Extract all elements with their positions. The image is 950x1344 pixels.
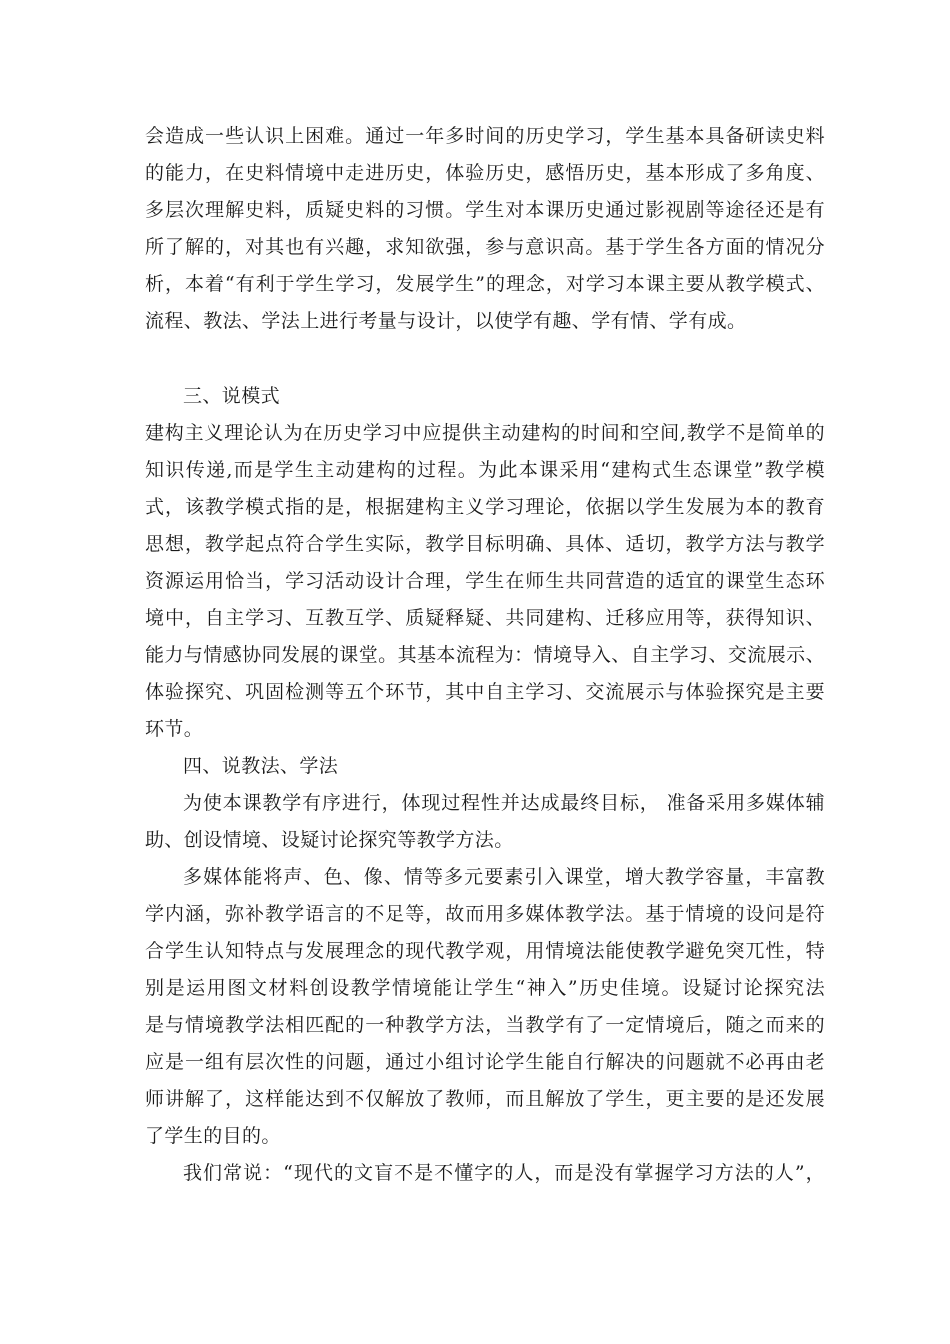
text-line: 建构主义理论认为在历史学习中应提供主动建构的时间和空间,教学不是简单的 (145, 422, 825, 444)
text-line: 知识传递,而是学生主动建构的过程。为此本课采用“建构式生态课堂”教学模 (145, 459, 825, 481)
text-line: 资源运用恰当，学习活动设计合理，学生在师生共同营造的适宜的课堂生态环 (145, 570, 825, 592)
text-line: 流程、教法、学法上进行考量与设计，以使学有趣、学有情、学有成。 (145, 310, 747, 332)
text-line: 学内涵，弥补教学语言的不足等，故而用多媒体教学法。基于情境的设问是符 (145, 903, 825, 925)
section-heading: 四、说教法、学法 (183, 755, 339, 777)
text-line: 的能力，在史料情境中走进历史，体验历史，感悟历史，基本形成了多角度、 (145, 162, 825, 184)
text-line: 析，本着“有利于学生学习，发展学生”的理念，对学习本课主要从教学模式、 (145, 273, 825, 295)
text-line: 所了解的，对其也有兴趣，求知欲强，参与意识高。基于学生各方面的情况分 (145, 236, 825, 258)
text-line: 境中，自主学习、互教互学、质疑释疑、共同建构、迁移应用等，获得知识、 (145, 607, 825, 629)
text-line: 应是一组有层次性的问题，通过小组讨论学生能自行解决的问题就不必再由老 (145, 1051, 825, 1073)
text-line: 式，该教学模式指的是，根据建构主义学习理论，依据以学生发展为本的教育 (145, 496, 825, 518)
text-line: 助、创设情境、设疑讨论探究等教学方法。 (145, 829, 514, 851)
text-line: 是与情境教学法相匹配的一种教学方法，当教学有了一定情境后，随之而来的 (145, 1014, 825, 1036)
text-line: 别是运用图文材料创设教学情境能让学生“神入”历史佳境。设疑讨论探究法 (145, 977, 825, 999)
text-line: 师讲解了，这样能达到不仅解放了教师，而且解放了学生，更主要的是还发展 (145, 1088, 825, 1110)
text-line: 体验探究、巩固检测等五个环节，其中自主学习、交流展示与体验探究是主要 (145, 681, 825, 703)
text-line: 我们常说：“现代的文盲不是不懂字的人，而是没有掌握学习方法的人”， (183, 1162, 825, 1184)
text-line: 多层次理解史料，质疑史料的习惯。学生对本课历史通过影视剧等途径还是有 (145, 199, 825, 221)
text-line: 合学生认知特点与发展理念的现代教学观，用情境法能使教学避免突兀性，特 (145, 940, 825, 962)
text-line: 思想，教学起点符合学生实际，教学目标明确、具体、适切，教学方法与教学 (145, 533, 825, 555)
text-line: 为使本课教学有序进行，体现过程性并达成最终目标， 准备采用多媒体辅 (183, 792, 825, 814)
text-line: 多媒体能将声、色、像、情等多元要素引入课堂，增大教学容量，丰富教 (183, 866, 825, 888)
text-line: 会造成一些认识上困难。通过一年多时间的历史学习，学生基本具备研读史料 (145, 125, 825, 147)
text-line: 环节。 (145, 718, 204, 740)
section-heading: 三、说模式 (183, 385, 281, 407)
text-line: 了学生的目的。 (145, 1125, 281, 1147)
text-line: 能力与情感协同发展的课堂。其基本流程为：情境导入、自主学习、交流展示、 (145, 644, 825, 666)
